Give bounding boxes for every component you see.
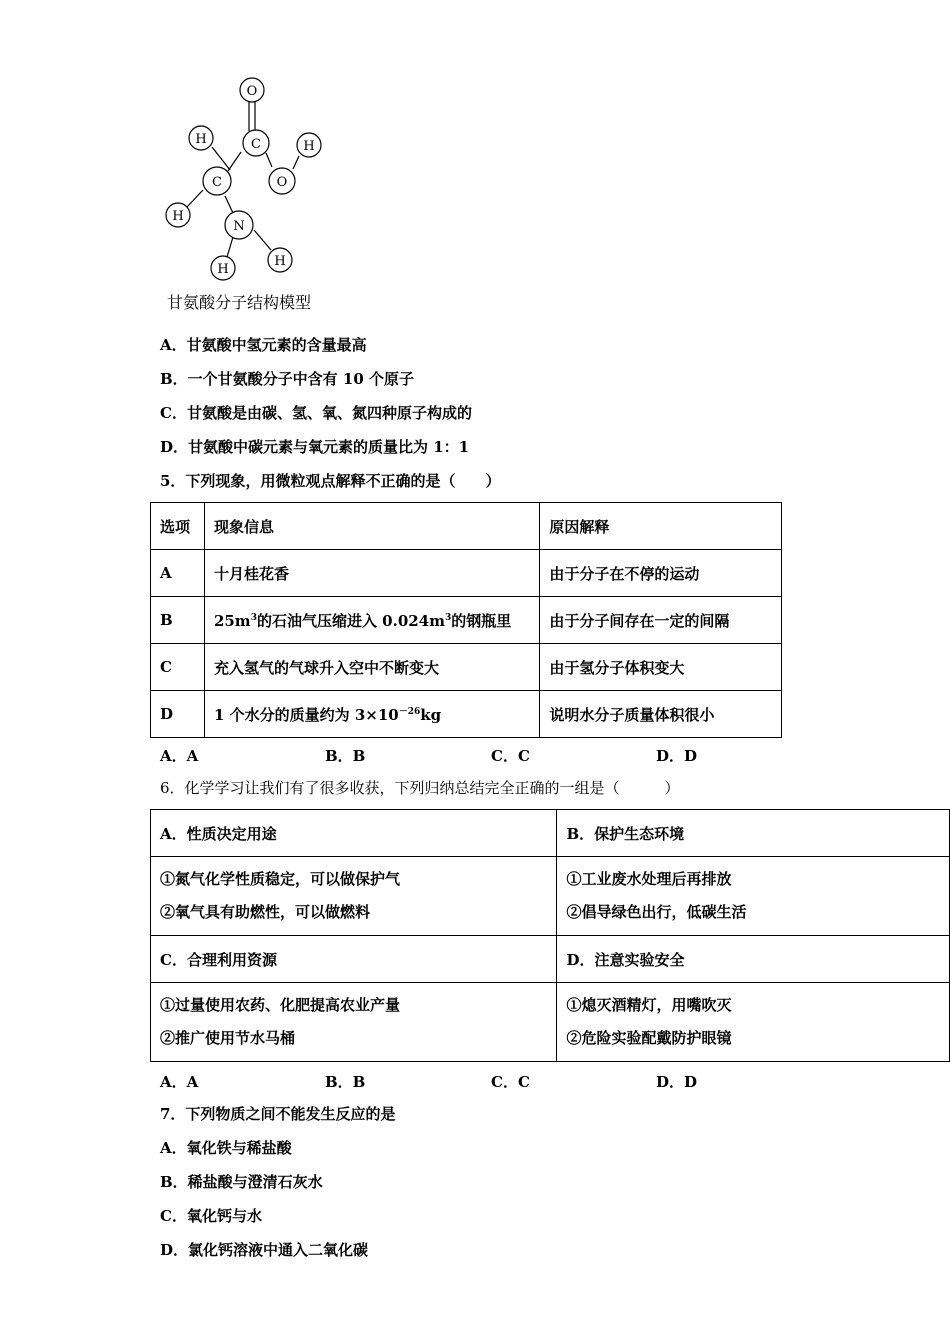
q4-option-c: C．甘氨酸是由碳、氢、氧、氮四种原子构成的 <box>160 404 472 422</box>
header-cell: 现象信息 <box>204 503 539 550</box>
q5-stem: 5．下列现象，用微粒观点解释不正确的是（ ） <box>160 472 501 490</box>
answer-b: B．B <box>325 747 366 765</box>
option-cell: D <box>151 691 205 738</box>
option-cell: B <box>151 597 205 644</box>
cell-body-d <box>557 983 950 1062</box>
atom-label: N <box>233 219 245 234</box>
q7-stem: 7．下列物质之间不能发生反应的是 <box>160 1105 396 1123</box>
table-row <box>151 983 950 1062</box>
q7-option-a: A．氧化铁与稀盐酸 <box>160 1139 292 1157</box>
cell-title-b: B．保护生态环境 <box>557 810 950 857</box>
table-row <box>151 936 950 983</box>
q6-table <box>150 809 950 1062</box>
phenomenon-cell <box>204 597 539 644</box>
atom-label: H <box>303 139 315 154</box>
phenomenon-cell: 充入氢气的气球升入空中不断变大 <box>204 644 539 691</box>
atom-label: O <box>246 84 258 99</box>
text-part: 1 个水分的质量约为 3×10 <box>213 705 399 724</box>
q6-stem: 6．化学学习让我们有了很多收获，下列归纳总结完全正确的一组是（ ） <box>160 779 680 797</box>
table-row <box>151 644 782 691</box>
list-item: ②危险实验配戴防护眼镜 <box>566 1029 732 1047</box>
atom-label: H <box>274 254 286 269</box>
text-part: 25m <box>213 611 251 630</box>
q5-answers <box>160 745 860 765</box>
reason-cell: 由于分子在不停的运动 <box>540 550 782 597</box>
list-item: ①过量使用农药、化肥提高农业产量 <box>160 996 401 1014</box>
table-row <box>151 550 782 597</box>
option-cell: C <box>151 644 205 691</box>
answer-d: D．D <box>656 747 698 765</box>
q7-option-d: D．氯化钙溶液中通入二氧化碳 <box>160 1241 369 1259</box>
q5-table <box>150 502 782 738</box>
header-cell: 原因解释 <box>540 503 782 550</box>
atom-label: C <box>251 137 261 152</box>
table-header-row <box>151 503 782 550</box>
phenomenon-cell <box>204 691 539 738</box>
cell-title-c: C．合理利用资源 <box>151 936 557 983</box>
answer-d: D．D <box>656 1073 698 1091</box>
superscript: －26 <box>398 706 421 717</box>
atom-label: H <box>195 132 207 147</box>
table-row <box>151 810 950 857</box>
list-item: ②氧气具有助燃性，可以做燃料 <box>160 903 371 921</box>
cell-body-a <box>151 857 557 936</box>
table-row <box>151 857 950 936</box>
q7-option-c: C．氧化钙与水 <box>160 1207 262 1225</box>
option-cell: A <box>151 550 205 597</box>
phenomenon-cell: 十月桂花香 <box>204 550 539 597</box>
reason-cell: 由于分子间存在一定的间隔 <box>540 597 782 644</box>
reason-cell: 说明水分子质量体积很小 <box>540 691 782 738</box>
header-cell: 选项 <box>151 503 205 550</box>
text-part: 的石油气压缩进入 0.024m <box>256 611 446 630</box>
figure-caption: 甘氨酸分子结构模型 <box>167 293 312 312</box>
list-item: ①熄灭酒精灯，用嘴吹灭 <box>566 996 732 1014</box>
glycine-structure-diagram <box>155 70 335 285</box>
q4-option-d: D．甘氨酸中碳元素与氧元素的质量比为 1：1 <box>160 438 470 456</box>
list-item: ②推广使用节水马桶 <box>160 1029 296 1047</box>
superscript: 3 <box>250 612 257 623</box>
text-part: 的钢瓶里 <box>451 611 512 630</box>
cell-body-b <box>557 857 950 936</box>
answer-b: B．B <box>325 1073 366 1091</box>
table-row <box>151 691 782 738</box>
table-row <box>151 597 782 644</box>
q6-answers <box>160 1071 860 1091</box>
atom-label: C <box>212 175 222 190</box>
cell-title-a: A．性质决定用途 <box>151 810 557 857</box>
atom-label: O <box>276 175 288 190</box>
reason-cell: 由于氢分子体积变大 <box>540 644 782 691</box>
answer-a: A．A <box>160 747 199 765</box>
answer-a: A．A <box>160 1073 199 1091</box>
atom-label: H <box>172 209 184 224</box>
answer-c: C．C <box>491 1073 530 1091</box>
answer-c: C．C <box>491 747 530 765</box>
list-item: ①氮气化学性质稳定，可以做保护气 <box>160 870 401 888</box>
list-item: ②倡导绿色出行，低碳生活 <box>566 903 747 921</box>
cell-body-c <box>151 983 557 1062</box>
q7-option-b: B．稀盐酸与澄清石灰水 <box>160 1173 323 1191</box>
atom-label: H <box>217 262 229 277</box>
q4-option-b: B．一个甘氨酸分子中含有 10 个原子 <box>160 370 414 388</box>
list-item: ①工业废水处理后再排放 <box>566 870 732 888</box>
superscript: 3 <box>445 612 452 623</box>
text-part: kg <box>420 705 442 724</box>
q4-option-a: A．甘氨酸中氢元素的含量最高 <box>160 336 367 354</box>
cell-title-d: D．注意实验安全 <box>557 936 950 983</box>
